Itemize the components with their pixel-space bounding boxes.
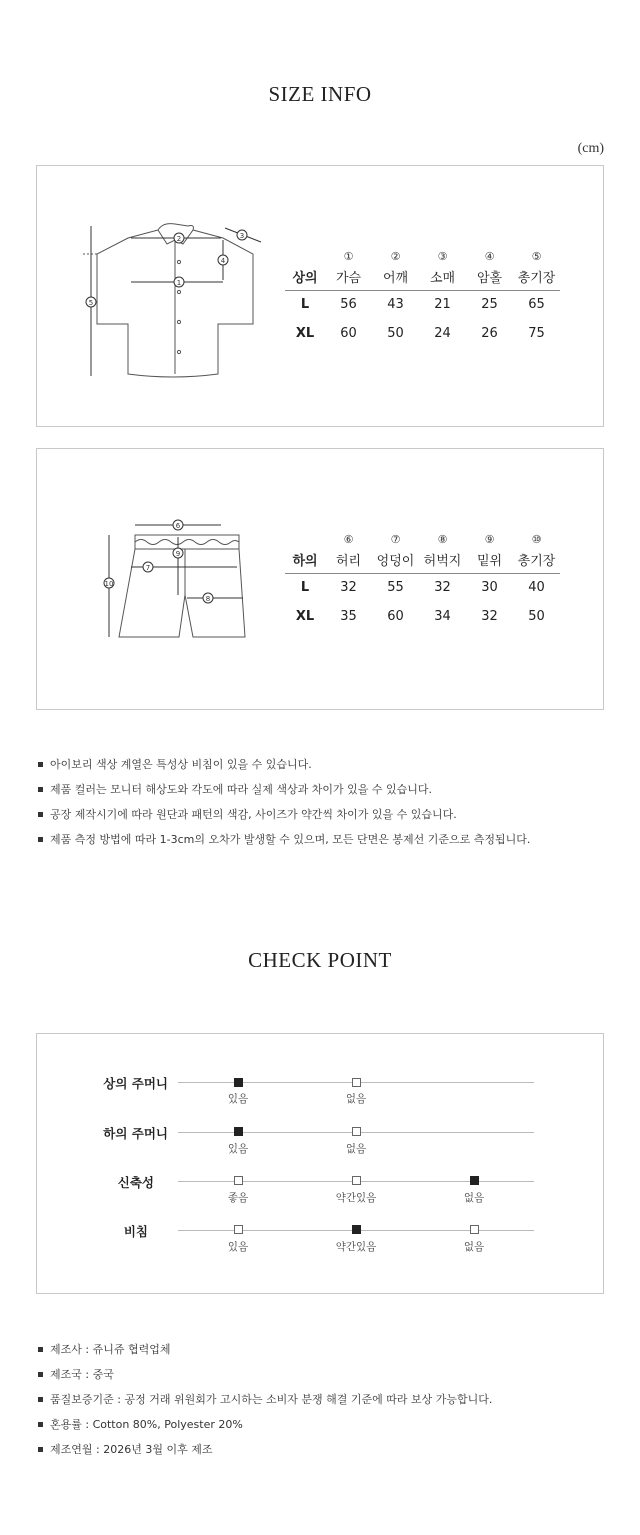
table-row xyxy=(285,573,560,602)
unit-label: (cm) xyxy=(577,141,604,156)
measure-number: ① xyxy=(343,249,354,263)
table-row xyxy=(285,602,560,631)
check-mark-selected xyxy=(234,1127,243,1136)
table-cell: 32 xyxy=(434,580,451,596)
measure-number: ⑦ xyxy=(390,532,401,546)
top-size-table xyxy=(285,248,560,348)
check-option: 약간있음 xyxy=(335,1241,377,1253)
list-item: 아이보리 색상 계열은 특성상 비침이 있을 수 있습니다. xyxy=(38,757,530,782)
table-cell: 55 xyxy=(387,580,404,596)
table-cell: 34 xyxy=(434,609,451,624)
size-label: L xyxy=(300,580,310,596)
check-mark xyxy=(352,1078,361,1087)
table-cell: 75 xyxy=(528,326,545,341)
bottom-size-table xyxy=(285,531,560,631)
table-cell: 65 xyxy=(528,297,545,313)
svg-text:8: 8 xyxy=(205,595,211,603)
svg-text:1: 1 xyxy=(176,279,182,287)
check-option: 좋음 xyxy=(227,1192,249,1204)
measure-number: ⑩ xyxy=(531,532,542,546)
table-row xyxy=(285,319,560,348)
table-cell: 50 xyxy=(387,326,404,341)
table-cell: 21 xyxy=(434,297,451,313)
check-option: 없음 xyxy=(463,1192,485,1204)
check-option: 없음 xyxy=(345,1143,367,1155)
table-cell: 60 xyxy=(387,609,404,624)
check-option: 약간있음 xyxy=(335,1192,377,1204)
svg-text:5: 5 xyxy=(88,299,94,307)
list-item: 제조연월 : 2026년 3월 이후 제조 xyxy=(38,1442,492,1467)
check-option: 있음 xyxy=(227,1241,249,1253)
check-mark-selected xyxy=(470,1176,479,1185)
table-cell: 60 xyxy=(340,326,357,341)
list-item: 제조국 : 중국 xyxy=(38,1367,492,1392)
list-item: 공장 제작시기에 따라 원단과 패턴의 색감, 사이즈가 약간씩 차이가 있을 수 있습니다. xyxy=(38,807,530,832)
svg-text:9: 9 xyxy=(175,550,181,558)
svg-text:4: 4 xyxy=(220,257,226,265)
check-mark-selected xyxy=(234,1078,243,1087)
measure-number: ⑨ xyxy=(484,532,495,546)
column-header: 허벅지 xyxy=(419,547,466,573)
size-label: XL xyxy=(295,326,315,341)
table-row xyxy=(285,290,560,319)
measure-number: ② xyxy=(390,249,401,263)
column-header: 소매 xyxy=(419,264,466,290)
check-mark xyxy=(352,1127,361,1136)
size-label: XL xyxy=(295,609,315,624)
measure-number: ⑤ xyxy=(531,249,542,263)
measure-number: ⑧ xyxy=(437,532,448,546)
column-header: 엉덩이 xyxy=(372,547,419,573)
check-option: 있음 xyxy=(227,1093,249,1105)
table-cell: 35 xyxy=(340,609,357,624)
check-mark-selected xyxy=(352,1225,361,1234)
table-cell: 32 xyxy=(481,609,498,624)
table-cell: 25 xyxy=(481,297,498,313)
measure-number: ④ xyxy=(484,249,495,263)
check-point-title: CHECK POINT xyxy=(248,948,392,972)
table-cell: 56 xyxy=(340,297,357,313)
table-cell: 32 xyxy=(340,580,357,596)
check-point-panel xyxy=(36,1033,604,1294)
bottom-size-panel xyxy=(36,448,604,710)
table-header-label: 하의 xyxy=(285,547,325,573)
table-cell: 24 xyxy=(434,326,451,341)
svg-text:3: 3 xyxy=(239,232,245,240)
svg-text:10: 10 xyxy=(104,580,114,588)
column-header: 암홀 xyxy=(466,264,513,290)
check-mark xyxy=(234,1225,243,1234)
size-info-title: SIZE INFO xyxy=(268,82,372,106)
check-mark xyxy=(352,1176,361,1185)
column-header: 총기장 xyxy=(513,547,560,573)
table-cell: 26 xyxy=(481,326,498,341)
top-size-panel xyxy=(36,165,604,427)
check-label: 비침 xyxy=(123,1224,148,1239)
product-info-list xyxy=(38,1342,492,1467)
table-cell: 30 xyxy=(481,580,498,596)
check-mark xyxy=(234,1176,243,1185)
list-item: 제품 컬러는 모니터 해상도와 각도에 따라 실제 색상과 차이가 있을 수 있습니다. xyxy=(38,782,530,807)
list-item: 제품 측정 방법에 따라 1-3cm의 오차가 발생할 수 있으며, 모든 단면은 봉제선 기준으로 측정됩니다. xyxy=(38,832,530,857)
column-header: 가슴 xyxy=(325,264,372,290)
check-option: 없음 xyxy=(463,1241,485,1253)
check-option: 있음 xyxy=(227,1143,249,1155)
measure-number: ③ xyxy=(437,249,448,263)
column-header: 허리 xyxy=(325,547,372,573)
measure-number: ⑥ xyxy=(343,532,354,546)
svg-text:2: 2 xyxy=(176,235,182,243)
table-cell: 43 xyxy=(387,297,404,313)
size-notes-list xyxy=(38,757,530,857)
check-mark xyxy=(470,1225,479,1234)
list-item: 혼용률 : Cotton 80%, Polyester 20% xyxy=(38,1417,492,1442)
check-label: 신축성 xyxy=(117,1175,154,1190)
column-header: 어깨 xyxy=(372,264,419,290)
column-header: 밑위 xyxy=(466,547,513,573)
list-item: 품질보증기준 : 공정 거래 위원회가 고시하는 소비자 분쟁 해결 기준에 따라 보상 가능합니다. xyxy=(38,1392,492,1417)
check-label: 상의 주머니 xyxy=(103,1076,168,1091)
svg-text:7: 7 xyxy=(145,564,151,572)
shorts-diagram-icon xyxy=(101,515,251,645)
column-header: 총기장 xyxy=(513,264,560,290)
check-option: 없음 xyxy=(345,1093,367,1105)
list-item: 제조사 : 쥬니쥬 협력업체 xyxy=(38,1342,492,1367)
table-header-label: 상의 xyxy=(285,264,325,290)
table-cell: 40 xyxy=(528,580,545,596)
table-cell: 50 xyxy=(528,609,545,624)
size-label: L xyxy=(300,297,310,313)
svg-text:6: 6 xyxy=(175,522,181,530)
check-label: 하의 주머니 xyxy=(103,1126,168,1141)
